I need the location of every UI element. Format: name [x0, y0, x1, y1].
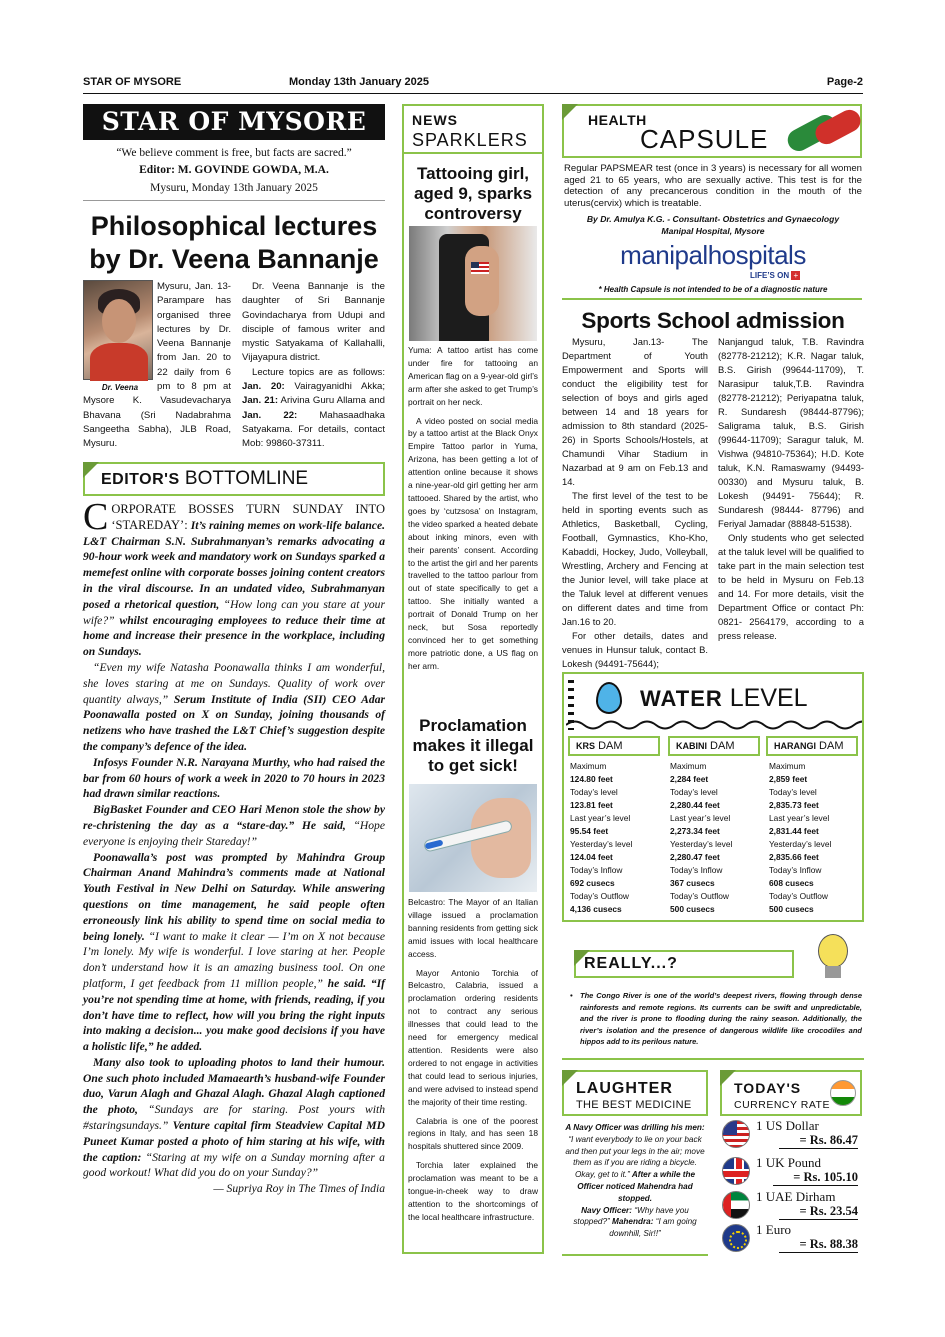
- veena-photo: [83, 280, 153, 380]
- currency-row-eur: 1 Euro = Rs. 88.38: [720, 1222, 862, 1256]
- motto: “We believe comment is free, but facts are sacred.”: [116, 147, 352, 159]
- tattoo-story: Yuma: A tattoo artist has come under fire for tattooing an American flag on a 9-year-old girl’s arm after she asked to get Trump’s portrait on her neck. A video posted on social media by a tattoo artist at the Black Onyx Empire Tattoo parlor in Yuma, Arizona, has been getting a lot of attention online because it shows a nine-year-old girl getting her arm tattooed. Shared by the artist, who goes by ‘cutzsosa’ on Instagram, the video sparked a heated debate about inking minors, even with their parents’ consent. According to the artist the girl and her parents travelled to the tattoo parlour from out of state specifically to get a tattoo. She initially wanted a portrait of Donald Trump on her neck, but Sosa reportedly convinced her to get something more patriotic done, a US flag on her arm.: [408, 345, 538, 671]
- dam-harangi-data: Maximum 2,859 feet Today’s level 2,835.73 feet Last year’s level 2,831.44 feet Yesterday’s level 2,835.66 feet Today’s Inflow 608 cusecs Today’s Outflow 500 cusecs: [769, 761, 832, 914]
- really-rule: [562, 1058, 864, 1060]
- really-text: • The Congo River is one of the world’s deepest rivers, flowing through dense rainforests and remote regions. Its currents can be swift and unpredictable, and the river is prone to flooding during the rainy season. Additionally, the river’s isolation and the presence of dangerous wildlife like crocodiles and hippos add to its perilous nature.: [570, 990, 862, 1048]
- sports-column-2: Nanjangud taluk, T.B. Ravindra (82778-21212); K.R. Nagar taluk, B.S. Girish (99644-11709), T. Narasipur taluk,T.B. Ravindra (82778-21212); Periyapatna taluk, R. Sundaresh (98444-87796); Saligrama taluk, B.S. Girish (99644-11709); Saragur taluk, M. Vishwa (94810-75364); H.D. Kote taluk, K.N. Ramaswamy (94493-00330) and Mysuru taluk, B. Lokesh (94491- 75644); R. Sundaresh (98444- 87796) and Feriyal Jamadar (88848-51538). Only students who get selected at the taluk level will be qualified to take part in the main selection test to be held in Mysuru on Feb.13 and 14. For more details, visit the Department Office or contact Ph: 0821- 2564179, according to a press release.: [718, 336, 864, 641]
- dam-krs-header: KRS DAM: [568, 736, 660, 756]
- health-capsule-text: Regular PAPSMEAR test (once in 3 years) is necessary for all women aged 21 to 65 years, who are sexually active. This test is for the detection of any precancerous condition in the mouth of the uterus(cervix) which is treatable.: [564, 163, 862, 209]
- lead-column-1: [83, 280, 231, 452]
- dam-kabini-header: KABINI DAM: [668, 736, 760, 756]
- proclamation-headline: Proclamation makes it illegal to get sick!: [412, 716, 534, 775]
- proclamation-story: Belcastro: The Mayor of an Italian village issued a proclamation banning residents from getting sick amid issues with local healthcare access. Mayor Antonio Torchia of Belcastro, Calabria, issued a proclamation ordering residents not to contract any serious illnesses that could lead to the need for emergency medical attention. Residents were also ordered to not engage in activities that could lead to serious injuries, and were advised to instead spend the majority of their time resting. Calabria is one of the poorest regions in Italy, and has seen 18 hospitals shuttered since 2009. Torchia later explained the proclamation was meant to be a tongue-in-cheek way to draw attention to the shortcomings of the local healthcare infrastructure.: [408, 897, 538, 1222]
- currency-row-usd: 1 US Dollar = Rs. 86.47: [720, 1118, 862, 1152]
- water-level-title: WATER LEVEL: [640, 684, 808, 712]
- laughter-header: LAUGHTER THE BEST MEDICINE: [562, 1070, 708, 1116]
- thermometer-photo: [409, 784, 537, 892]
- health-capsule-byline: By Dr. Amulya K.G. - Consultant- Obstetrics and Gynaecology Manipal Hospital, Mysore: [586, 214, 840, 236]
- currency-row-aed: 1 UAE Dirham = Rs. 23.54: [720, 1189, 862, 1223]
- really-header: REALLY...?: [574, 950, 794, 978]
- uk-flag-icon: [722, 1157, 750, 1185]
- header-rule: [83, 93, 863, 94]
- editorial-source: — Supriya Roy in The Times of India: [213, 1182, 385, 1196]
- laughter-joke: A Navy Officer was drilling his men: “I want everybody to lie on your back and then put your legs in the air; move them as if you are riding a bicycle. Okay, get to it.” After a while the Officer noticed Mahendra had stopped. Navy Officer: “Why have you stopped?” Mahendra: “I am going downhill, Sir!!”: [565, 1123, 705, 1239]
- laughter-rule: [562, 1254, 708, 1256]
- editorial-body: CORPORATE BOSSES TURN SUNDAY INTO ‘STAREDAY’: It’s raining memes on work-life balance. L&T Chairman S.N. Subrahmanyan’s remarks advocating a 90-hour work week and mandatory work on Sundays sparked a memefest online with corporate bosses joining content creators in the viral discourse. In an undated video, Subrahmanyan posed a rhetorical question, “How long can you stare at your wife?” whilst encouraging employees to reduce their time at home and increase their presence in the workplace, including on Sundays. “Even my wife Natasha Poonawalla thinks I am wonderful, she loves staring at me on Sundays. Quality of work over quantity always,” Serum Institute of India (SII) CEO Adar Poonawalla posted on X on Sunday, joining thousands of netizens who have trashed the L&T Chief’s suggestion despite the company’s defence of the idea. Infosys Founder N.R. Narayana Murthy, who had raised the bar from 60 hours of work a week in 2020 to 70 hours in 2023 had drawn similar reactions. BigBasket Founder and CEO Hari Menon stole the show by re-christening the day as a “stare-day.” He said, “Hope everyone is enjoying their Stareday!” Poonawalla’s post was prompted by Mahindra Group Chairman Anand Mahindra’s comments made at National Youth Festival in New Delhi on Saturday. While answering questions on time management, he said people often erroneously link his ability to spend time on social media to being lonely. “I want to make it clear — I’m on X not because I’m lonely. My wife is wonderful. I love staring at her. People don’t understand how it is an amazing business tool. On one platform, I get feedback from 11 million people,” he said. “If you’re not spending time at home, with friends, reading, if you don’t have time to reflect, how will you bring the right inputs into making a decision... you make good decisions if you have a holistic life,” he added. Many also took to uploading photos to land their humour. One such photo included Mamaearth’s husband-wife Founder duo, Varun Alagh and Ghazal Alagh. Ghazal Alagh captioned the photo, “Sundays are for staring. Post yours with #staringsundays.” Venture capital firm Steadview Capital MD Puneet Kumar posted a photo of him staring at his wife, with the caption: “Staring at my wife on a Sunday morning after a good workout! What did you do on your Sunday?” — Supriya Roy in The Times of India: [83, 496, 385, 1196]
- currency-header: TODAY'S CURRENCY RATE: [720, 1070, 862, 1116]
- dateline: Mysuru, Monday 13th January 2025: [150, 182, 318, 194]
- editor-credit: Editor: M. GOVINDE GOWDA, M.A.: [139, 164, 329, 176]
- sports-headline: Sports School admission: [581, 308, 845, 333]
- tattoo-headline: Tattooing girl, aged 9, sparks controversy: [413, 164, 533, 223]
- lightbulb-icon: [812, 934, 852, 986]
- dam-krs-data: Maximum 124.80 feet Today’s level 123.81 feet Last year’s level 95.54 feet Yesterday’s level 124.04 feet Today’s Inflow 692 cusecs Today’s Outflow 4,136 cusecs: [570, 761, 633, 914]
- lead-text-1: Mysuru, Jan. 13- Parampare has organised three lectures by Dr. Veena Bannanje from Jan. 20 to 22 daily from 6 pm to 8 pm at Mysore K. Vasudevacharya Bhavana (Sri Nadabrahma Sangeetha Sabha), JLB Road, Mysuru.: [83, 281, 231, 450]
- page-header: [83, 76, 863, 92]
- eu-flag-icon: [722, 1224, 750, 1252]
- dam-kabini-data: Maximum 2,284 feet Today’s level 2,280.44 feet Last year’s level 2,273.34 feet Yesterday’s level 2,280.47 feet Today’s Inflow 367 cusecs Today’s Outflow 500 cusecs: [670, 761, 733, 914]
- lead-column-2: [242, 280, 385, 452]
- masthead-rule: [83, 200, 385, 201]
- health-capsule-header: HEALTH CAPSULE: [562, 104, 862, 158]
- dam-harangi-header: HARANGI DAM: [766, 736, 858, 756]
- lead-topics: Lecture topics are as follows: Jan. 20: Vairagyanidhi Akka; Jan. 21: Arivina Guru Allama and Jan. 22: Mahasaadhaka Satyakama. For details, contact Mob: 99860-37311.: [242, 366, 386, 450]
- paper-name: STAR OF MYSORE: [83, 76, 182, 88]
- manipal-tagline: LIFE’S ON +: [750, 271, 800, 280]
- masthead-logo: STAR OF MYSORE: [83, 104, 385, 140]
- india-flag-icon: [830, 1080, 856, 1106]
- currency-row-gbp: 1 UK Pound = Rs. 105.10: [720, 1155, 862, 1189]
- us-flag-icon: [722, 1120, 750, 1148]
- capsule-icon: [784, 110, 864, 150]
- page-number: Page-2: [826, 76, 863, 88]
- tattoo-photo: [409, 226, 537, 341]
- lead-headline: Philosophical lectures by Dr. Veena Bannanje: [89, 211, 379, 274]
- lead-text-2: Dr. Veena Bannanje is the daughter of Sri Bannanje Govindacharya from Udupi and disciple of famous writer and mystic Satyakama of Kallahalli, Vijayapura district.: [242, 281, 385, 364]
- sports-column-1: Mysuru, Jan.13- The Department of Youth Empowerment and Sports will conduct the eligibility test for selection of boys and girls aged between 14 and 18 years for admission to 8th standard (2025-26) in Sports Schools/Hostels, at Chamundi Vihar Stadium in Nazarbad at 9 am on Feb.13 and 14. The first level of the test to be held in sporting events such as Athletics, Basketball, Cycling, Football, Gymnastics, Kho-Kho, Kabaddi, Hockey, Judo, Volleyball, Wrestling, Archery and Fencing at the Junior level, will take place at the Taluk level at different venues on different dates and time from Jan.16 to 20. For other details, dates and venues in Hunsur taluk, contact B. Lokesh (94491-75644);: [562, 336, 708, 669]
- waves-icon: [566, 718, 862, 732]
- uae-flag-icon: [722, 1191, 750, 1219]
- photo-caption: Dr. Veena: [101, 383, 139, 392]
- lead-photo-wrap: [83, 280, 157, 392]
- issue-date: Monday 13th January 2025: [289, 76, 430, 88]
- health-disclaimer: * Health Capsule is not intended to be of a diagnostic nature: [598, 285, 828, 294]
- editors-bottomline-header: EDITOR'S BOTTOMLINE: [83, 462, 385, 496]
- health-rule: [562, 298, 862, 300]
- manipal-logo: manipalhospitals: [620, 240, 806, 270]
- news-sparklers-header: NEWS SPARKLERS: [402, 104, 544, 154]
